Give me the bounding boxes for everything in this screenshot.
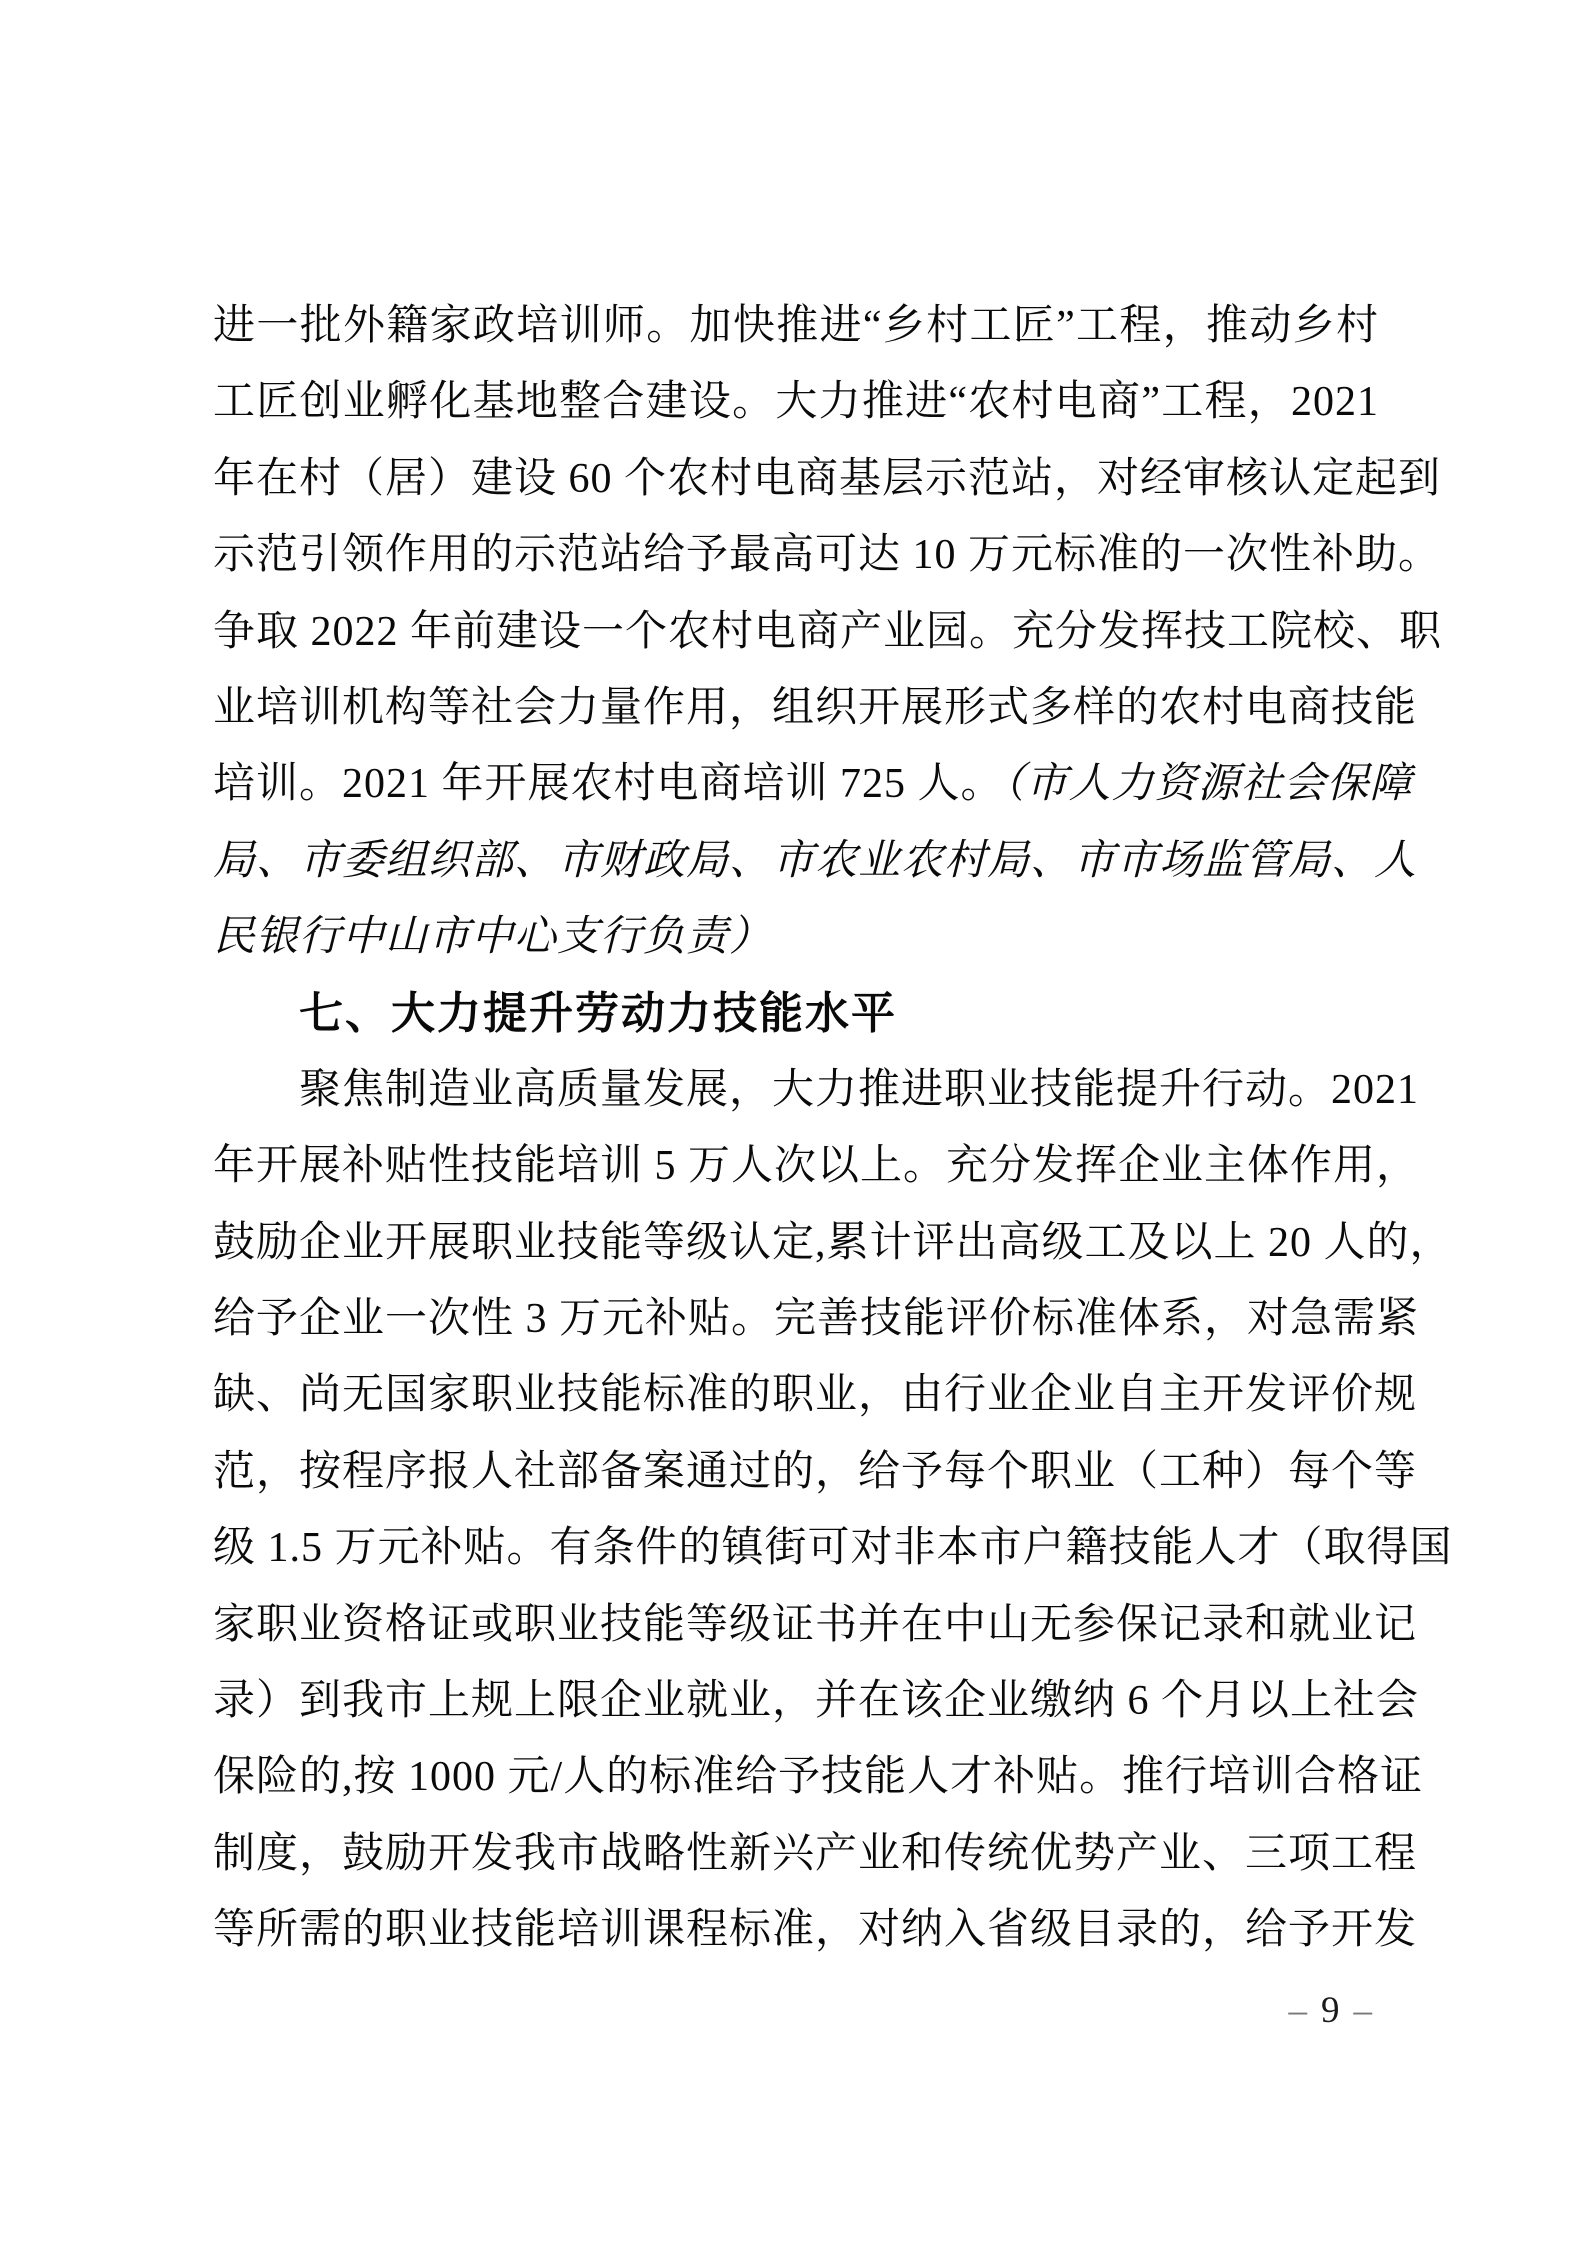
text-segment: 范，按程序报人社部备案通过的，给予每个职业（工种）每个等: [213, 1448, 1418, 1495]
text-segment: 录）到我市上规上限企业就业，并在该企业缴纳 6 个月以上社会: [213, 1678, 1420, 1725]
page-number-left-dash: –: [1288, 1990, 1307, 2031]
text-line: [213, 1052, 1420, 1128]
text-segment: 保险的,按 1000 元/人的标准给予技能人才补贴。推行培训合格证: [213, 1754, 1424, 1801]
text-segment: 局、市委组织部、市财政局、市农业农村局、市市场监管局、人: [213, 837, 1418, 884]
text-segment: 聚焦制造业高质量发展，大力推进职业技能提升行动。2021: [299, 1066, 1420, 1113]
text-line: [213, 1357, 1418, 1433]
text-line: [213, 1128, 1420, 1204]
text-line: [213, 670, 1418, 746]
text-line: [213, 1510, 1453, 1586]
text-line: [213, 1281, 1420, 1357]
text-line: [213, 517, 1442, 593]
page-number-value: 9: [1321, 1990, 1340, 2031]
section-heading: [213, 976, 1379, 1052]
page-number-right-dash: –: [1353, 1990, 1372, 2031]
text-segment: 等所需的职业技能培训课程标准，对纳入省级目录的，给予开发: [213, 1907, 1418, 1954]
text-line: [213, 1205, 1453, 1281]
text-line: [213, 364, 1379, 440]
text-line: [213, 899, 1379, 975]
text-line: [213, 441, 1442, 517]
text-segment: 缺、尚无国家职业技能标准的职业，由行业企业自主开发评价规: [213, 1372, 1418, 1419]
document-body: [213, 288, 1453, 1969]
text-segment: 培训。2021 年开展农村电商培训 725 人。: [213, 761, 1004, 808]
text-segment: （市人力资源社会保障: [1003, 761, 1413, 808]
page-number: [1287, 1991, 1375, 2031]
text-segment: 家职业资格证或职业技能等级证书并在中山无参保记录和就业记: [213, 1601, 1418, 1648]
text-line: [213, 1816, 1418, 1892]
text-line: [213, 288, 1379, 364]
text-segment: 示范引领作用的示范站给予最高可达 10 万元标准的一次性补助。: [213, 532, 1442, 579]
text-segment: 进一批外籍家政培训师。加快推进“乡村工匠”工程，推动乡村: [213, 303, 1379, 349]
text-segment: 民银行中山市中心支行负责）: [213, 914, 773, 961]
text-segment: 鼓励企业开展职业技能等级认定,累计评出高级工及以上 20 人的，: [213, 1219, 1453, 1266]
text-line: [213, 1434, 1418, 1510]
text-segment: 级 1.5 万元补贴。有条件的镇街可对非本市户籍技能人才（取得国: [213, 1525, 1453, 1572]
text-line: [213, 1663, 1420, 1739]
text-line: [213, 823, 1418, 899]
text-segment: 七、大力提升劳动力技能水平: [299, 988, 897, 1038]
text-line: [213, 1587, 1418, 1663]
text-line: [213, 746, 1413, 822]
text-segment: 争取 2022 年前建设一个农村电商产业园。充分发挥技工院校、职: [213, 608, 1443, 655]
text-line: [213, 594, 1443, 670]
text-segment: 给予企业一次性 3 万元补贴。完善技能评价标准体系，对急需紧: [213, 1296, 1420, 1343]
text-segment: 制度，鼓励开发我市战略性新兴产业和传统优势产业、三项工程: [213, 1830, 1418, 1877]
text-segment: 年开展补贴性技能培训 5 万人次以上。充分发挥企业主体作用，: [213, 1143, 1420, 1190]
text-segment: 业培训机构等社会力量作用，组织开展形式多样的农村电商技能: [213, 684, 1418, 731]
text-segment: 工匠创业孵化基地整合建设。大力推进“农村电商”工程，2021: [213, 379, 1379, 426]
text-segment: 年在村（居）建设 60 个农村电商基层示范站，对经审核认定起到: [213, 455, 1442, 502]
text-line: [213, 1892, 1418, 1968]
text-line: [213, 1739, 1424, 1815]
